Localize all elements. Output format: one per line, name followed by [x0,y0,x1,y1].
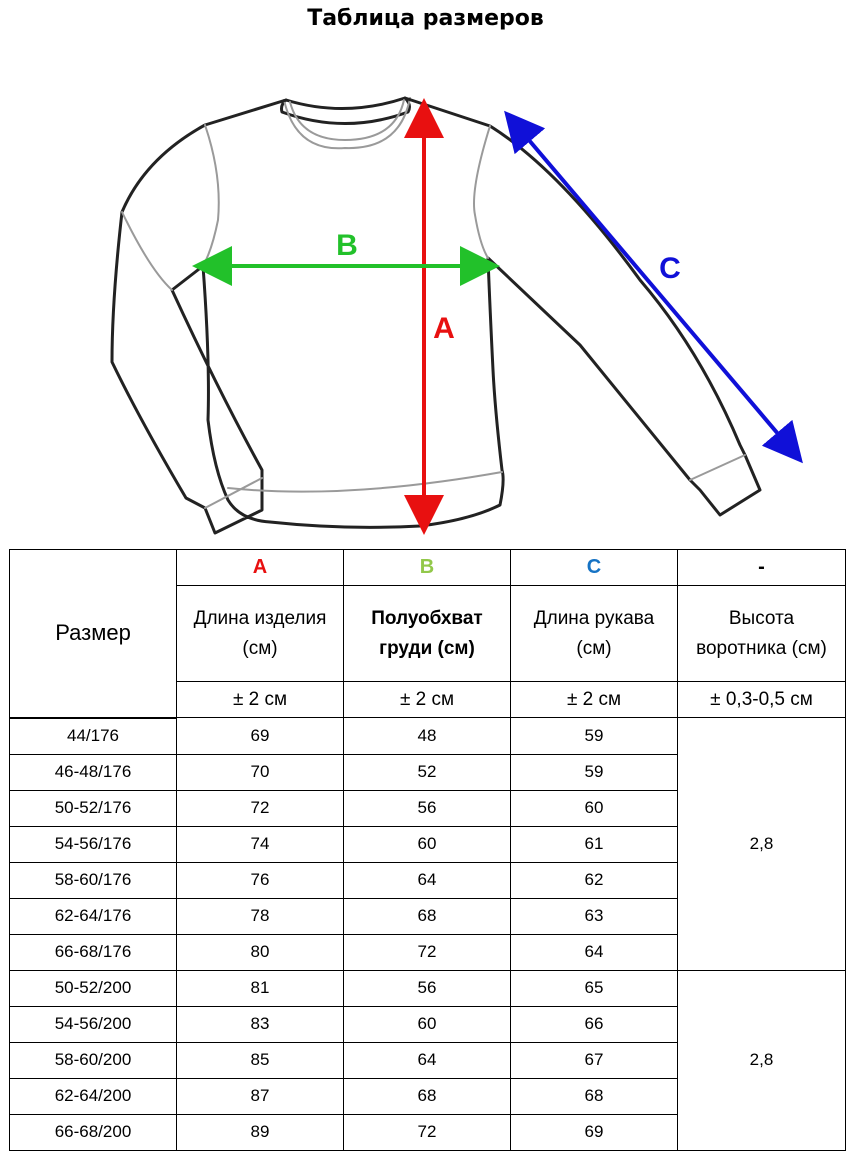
column-desc-c-line2: (см) [576,637,612,659]
column-tolerance-c: ± 2 см [511,682,678,718]
size-cell: 54-56/200 [10,1006,177,1042]
length-cell: 70 [177,754,344,790]
length-cell: 80 [177,934,344,970]
length-cell: 76 [177,862,344,898]
sleeve-cell: 64 [511,934,678,970]
size-column-header: Размер [10,550,177,718]
chest-cell: 68 [344,898,511,934]
chest-cell: 48 [344,718,511,755]
chest-cell: 60 [344,1006,511,1042]
column-desc-c-line1: Длина рукава [533,607,655,629]
length-cell: 78 [177,898,344,934]
table-row [10,970,846,1006]
sleeve-cell: 63 [511,898,678,934]
length-cell: 72 [177,790,344,826]
table-row [10,718,846,755]
chest-cell: 56 [344,790,511,826]
sleeve-cell: 67 [511,1042,678,1078]
chest-cell: 60 [344,826,511,862]
column-letter-collar: - [678,550,846,586]
size-cell: 62-64/176 [10,898,177,934]
length-cell: 69 [177,718,344,755]
sleeve-cell: 59 [511,718,678,755]
size-cell: 54-56/176 [10,826,177,862]
column-letter-b: B [344,550,511,586]
page-title: Таблица размеров [307,6,544,31]
sweatshirt-diagram [0,40,851,545]
length-cell: 85 [177,1042,344,1078]
size-cell: 58-60/200 [10,1042,177,1078]
chest-cell: 56 [344,970,511,1006]
chest-cell: 72 [344,934,511,970]
sleeve-cell: 65 [511,970,678,1006]
length-cell: 83 [177,1006,344,1042]
column-desc-a [177,586,344,682]
column-desc-b-line1: Полуобхват [371,607,483,629]
column-desc-a-line2: (см) [242,637,278,659]
sleeve-cell: 68 [511,1078,678,1114]
size-cell: 66-68/176 [10,934,177,970]
sleeve-arrow [517,126,790,448]
chest-cell: 64 [344,862,511,898]
size-cell: 50-52/200 [10,970,177,1006]
size-cell: 50-52/176 [10,790,177,826]
column-letter-a: A [177,550,344,586]
column-desc-b [344,586,511,682]
column-desc-collar-line1: Высота [728,607,795,629]
sleeve-cell: 62 [511,862,678,898]
label-c: C [659,252,681,285]
sleeve-cell: 60 [511,790,678,826]
size-cell: 66-68/200 [10,1114,177,1150]
collar-height-cell: 2,8 [678,970,846,1150]
size-cell: 44/176 [10,718,177,755]
column-letter-c: C [511,550,678,586]
label-a: A [433,312,455,345]
column-desc-b-line2: груди (см) [379,637,475,659]
length-cell: 89 [177,1114,344,1150]
size-cell: 58-60/176 [10,862,177,898]
column-tolerance-collar: ± 0,3-0,5 см [678,682,846,718]
sleeve-cell: 66 [511,1006,678,1042]
sleeve-cell: 61 [511,826,678,862]
size-cell: 46-48/176 [10,754,177,790]
length-cell: 74 [177,826,344,862]
column-tolerance-a: ± 2 см [177,682,344,718]
chest-cell: 52 [344,754,511,790]
size-table [9,549,846,1151]
label-b: B [336,229,358,262]
sleeve-cell: 59 [511,754,678,790]
column-desc-collar-line2: воротника (см) [696,637,827,659]
length-cell: 81 [177,970,344,1006]
column-desc-c [511,586,678,682]
sleeve-cell: 69 [511,1114,678,1150]
length-cell: 87 [177,1078,344,1114]
chest-cell: 68 [344,1078,511,1114]
chest-cell: 72 [344,1114,511,1150]
chest-cell: 64 [344,1042,511,1078]
size-cell: 62-64/200 [10,1078,177,1114]
column-desc-collar [678,586,846,682]
column-tolerance-b: ± 2 см [344,682,511,718]
collar-height-cell: 2,8 [678,718,846,971]
column-desc-a-line1: Длина изделия [193,607,327,629]
